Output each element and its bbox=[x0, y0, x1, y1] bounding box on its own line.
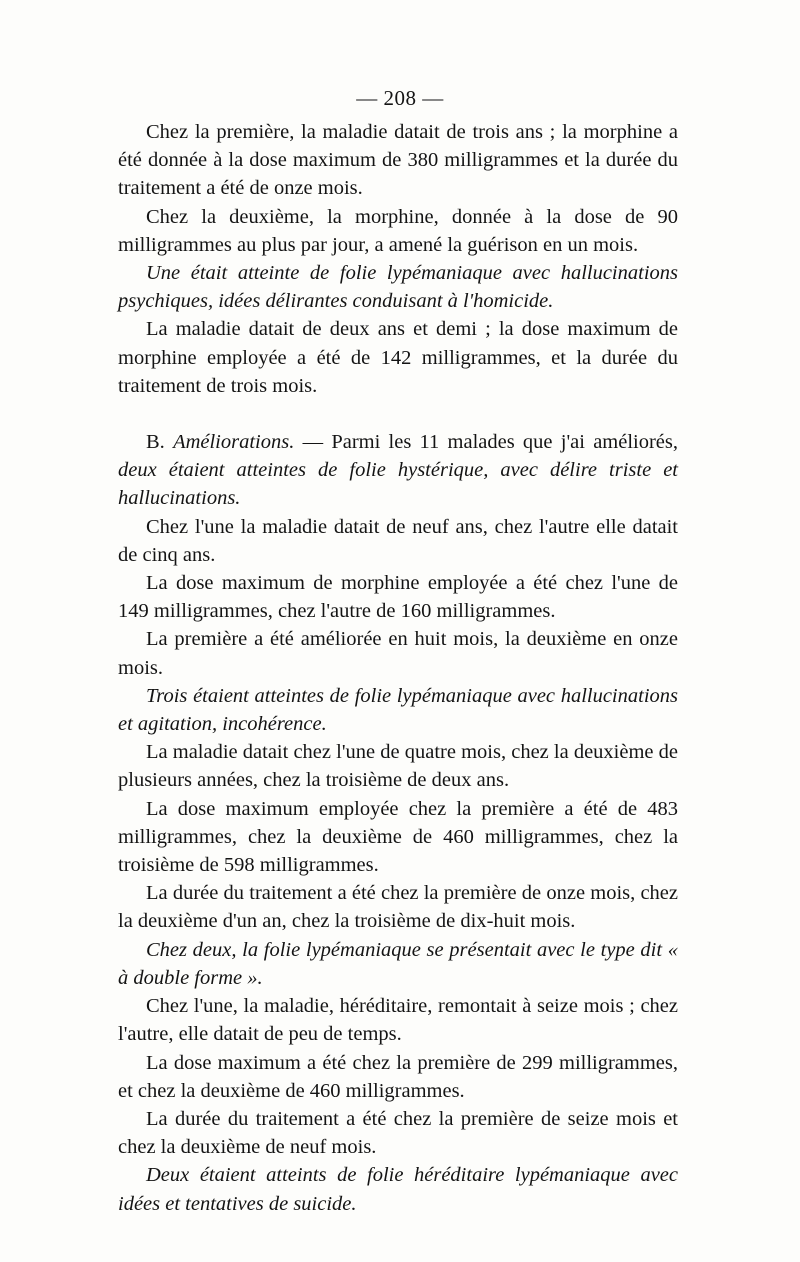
body-text bbox=[118, 118, 678, 1218]
paragraph-italic bbox=[118, 259, 678, 315]
page-number: — 208 — bbox=[356, 86, 444, 110]
paragraph-italic bbox=[118, 682, 678, 738]
italic-text: Une était atteinte de folie lypémaniaque avec hallucinations psychiques, idées délirantes conduisant à l'homicide. bbox=[118, 262, 678, 313]
paragraph: La maladie datait de deux ans et demi ; la dose maximum de morphine employée a été de 142 milligrammes, et la durée du traitement de trois mois. bbox=[118, 318, 678, 397]
italic-text: Deux étaient atteints de folie héréditaire lypémaniaque avec idées et tentatives de suicide. bbox=[118, 1164, 678, 1215]
paragraph: La durée du traitement a été chez la première de seize mois et chez la deuxième de neuf mois. bbox=[118, 1107, 678, 1159]
section-intro: — Parmi les 11 malades que j'ai améliorés, bbox=[294, 431, 679, 454]
italic-text: deux étaient atteintes de folie hystérique, avec délire triste et hallucinations. bbox=[118, 459, 678, 510]
paragraph: Chez l'une la maladie datait de neuf ans, chez l'autre elle datait de cinq ans. bbox=[118, 515, 678, 566]
paragraph-italic bbox=[118, 936, 678, 992]
section-heading-paragraph bbox=[118, 428, 678, 513]
section-label: B. bbox=[146, 431, 165, 454]
italic-text: Trois étaient atteintes de folie lypémaniaque avec hallucinations et agitation, incohérence. bbox=[118, 684, 678, 736]
paragraph: Chez la première, la maladie datait de trois ans ; la morphine a été donnée à la dose maximum de 380 milligrammes et la durée du traitement a été de onze mois. bbox=[118, 121, 678, 200]
paragraph: Chez la deuxième, la morphine, donnée à la dose de 90 milligrammes au plus par jour, a amené la guérison en un mois. bbox=[118, 205, 678, 256]
section-title: Améliorations. bbox=[173, 431, 295, 454]
paragraph-italic bbox=[118, 1161, 678, 1217]
paragraph: La maladie datait chez l'une de quatre mois, chez la deuxième de plusieurs années, chez la troisième de deux ans. bbox=[118, 741, 678, 792]
paragraph: La dose maximum a été chez la première de 299 milligrammes, et chez la deuxième de 460 milligrammes. bbox=[118, 1051, 678, 1102]
paragraph: La dose maximum de morphine employée a été chez l'une de 149 milligrammes, chez l'autre de 160 milligrammes. bbox=[118, 572, 678, 623]
paragraph: La dose maximum employée chez la première a été de 483 milligrammes, chez la deuxième de 460 milligrammes, chez la troisième de 598 milligrammes. bbox=[118, 797, 678, 877]
paragraph: La première a été améliorée en huit mois, la deuxième en onze mois. bbox=[118, 628, 678, 679]
paragraph: Chez l'une, la maladie, héréditaire, remontait à seize mois ; chez l'autre, elle datait de peu de temps. bbox=[118, 995, 678, 1046]
paragraph: La durée du traitement a été chez la première de onze mois, chez la deuxième d'un an, chez la troisième de dix-huit mois. bbox=[118, 882, 678, 933]
italic-text: Chez deux, la folie lypémaniaque se présentait avec le type dit « à double forme ». bbox=[118, 938, 678, 989]
